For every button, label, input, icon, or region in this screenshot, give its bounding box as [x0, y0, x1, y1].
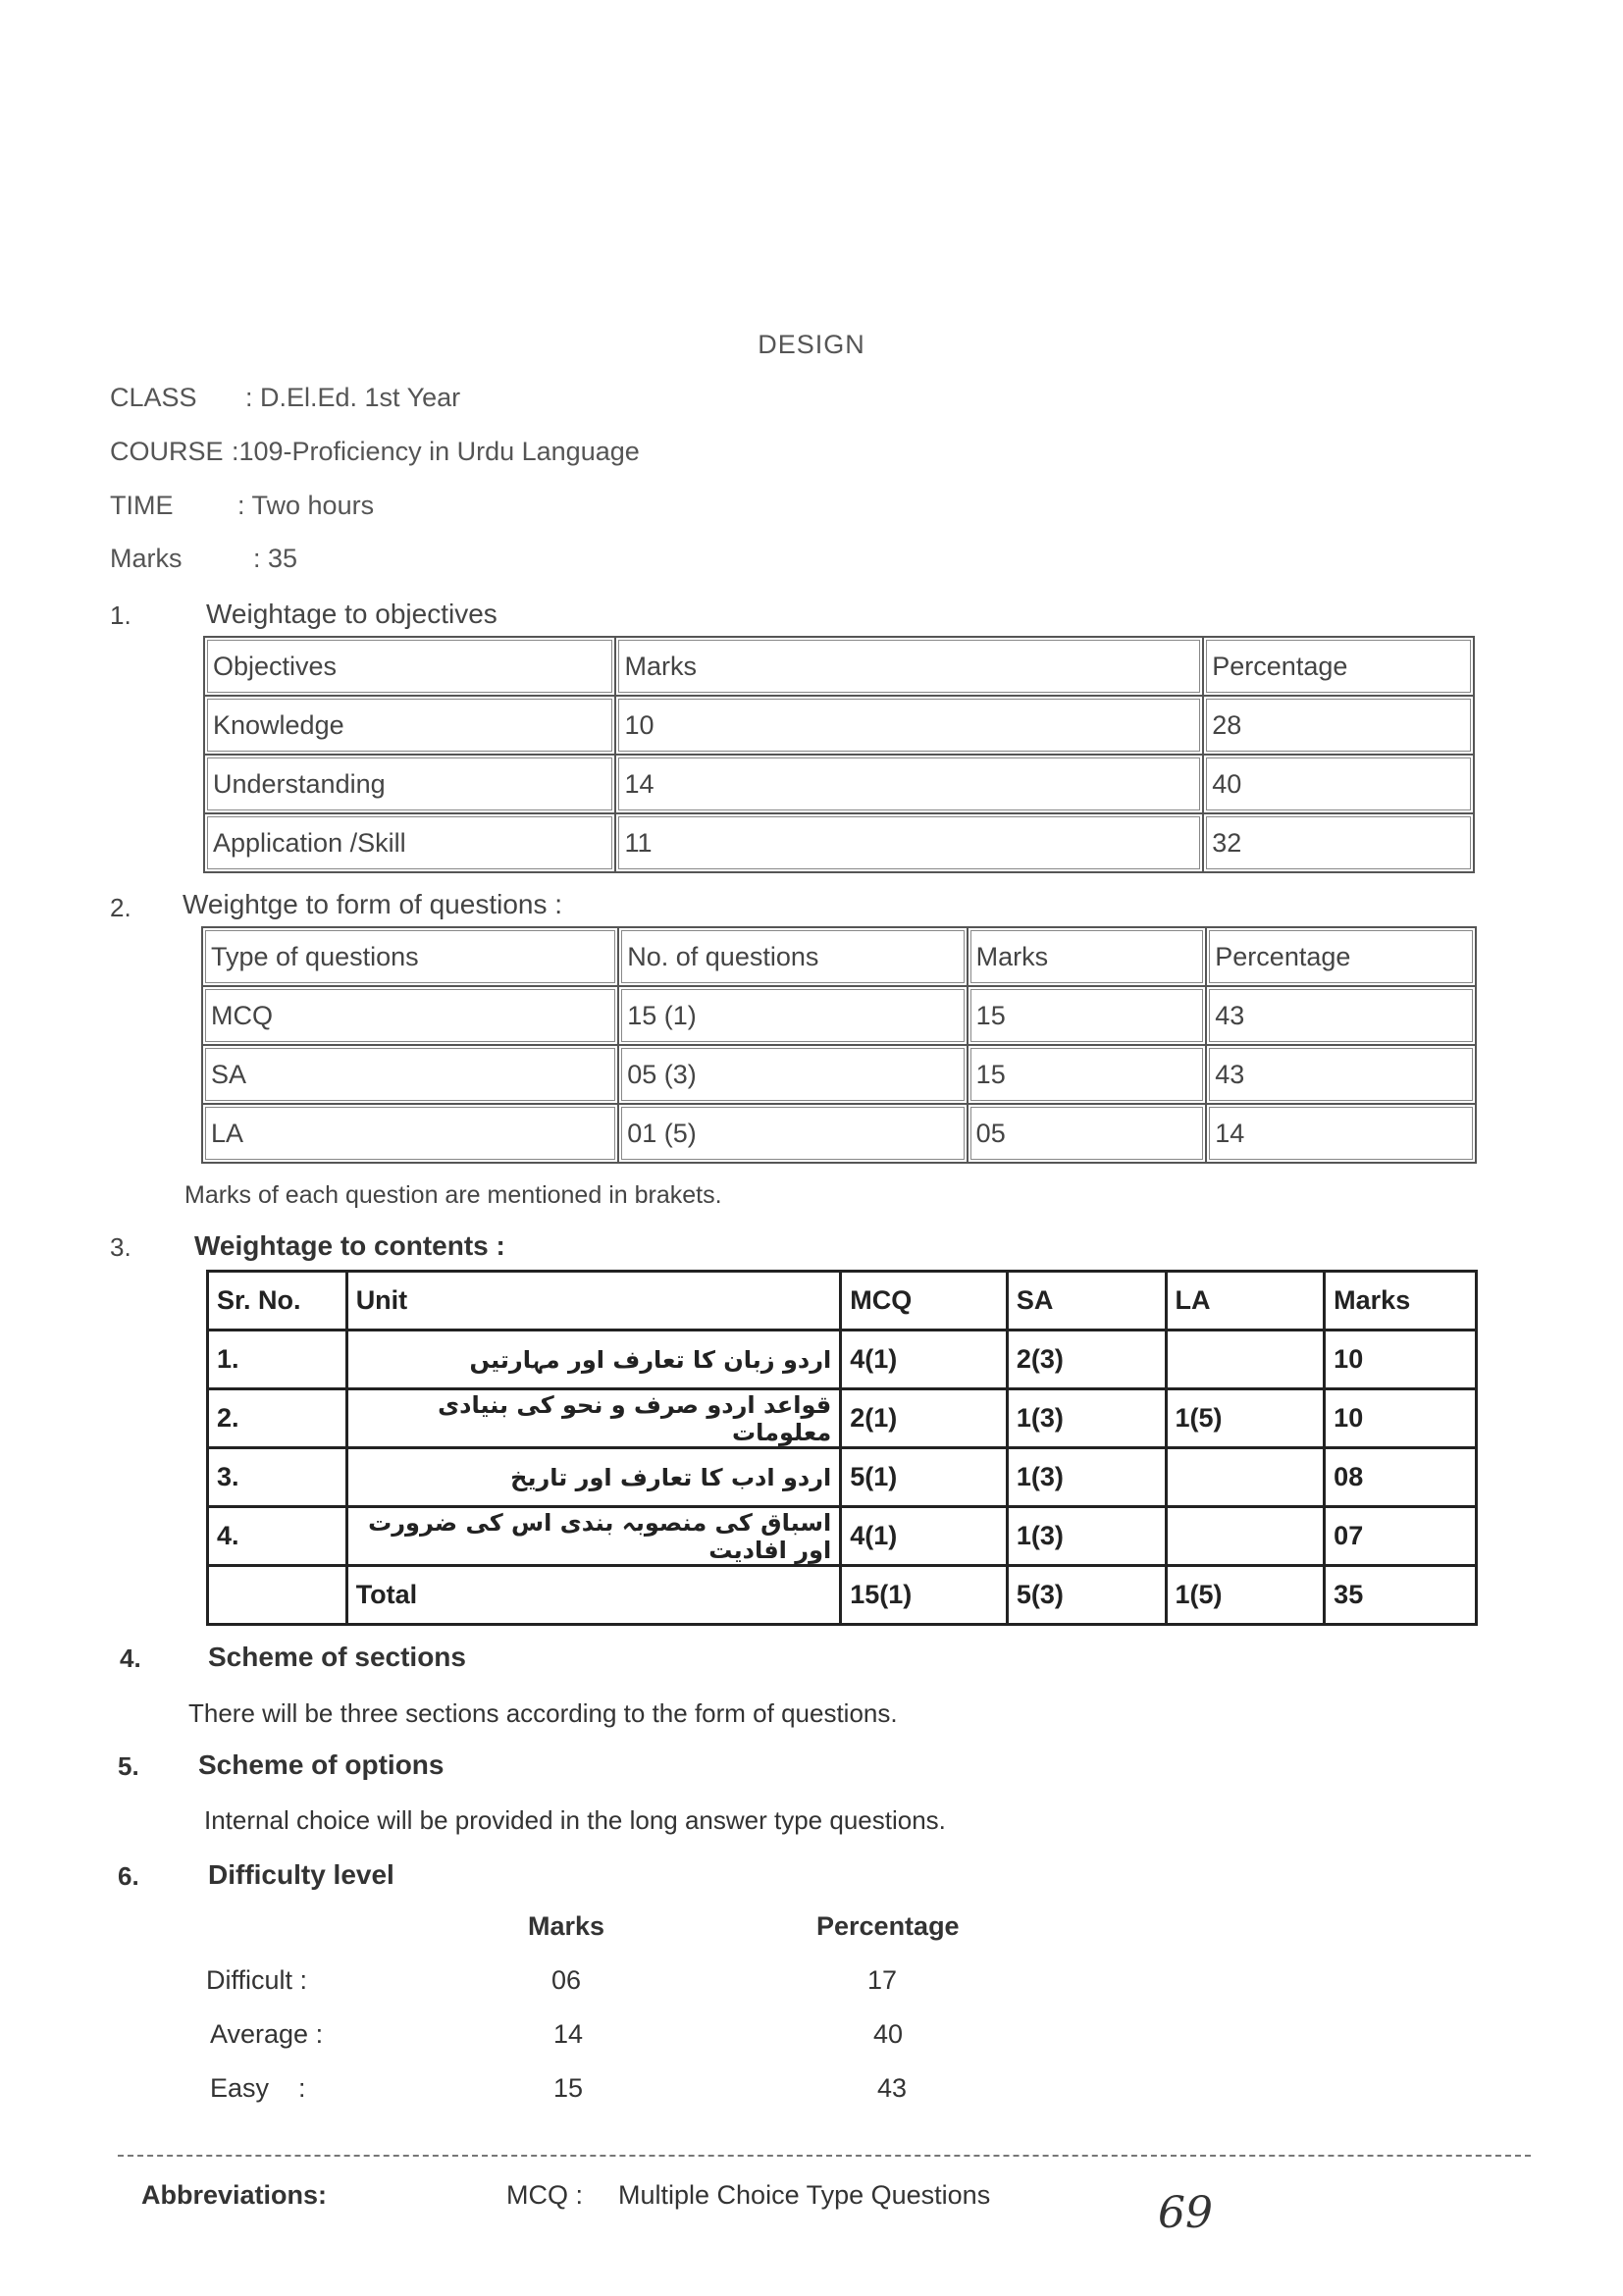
section6-title: Difficulty level	[208, 1859, 394, 1890]
meta-course-value: :109-Proficiency in Urdu Language	[232, 437, 640, 466]
table-cell: 40	[1203, 755, 1474, 813]
table-cell: Understanding	[204, 755, 615, 813]
header-cell: No. of questions	[618, 927, 967, 986]
table-row	[204, 813, 1474, 872]
question-form-table	[201, 926, 1477, 1164]
table-row	[208, 1272, 1477, 1331]
table-cell: 4(1)	[841, 1507, 1008, 1566]
table-cell: SA	[202, 1045, 618, 1104]
table-cell: 4(1)	[841, 1331, 1008, 1389]
abbreviation-key: MCQ :	[506, 2180, 583, 2210]
table-cell: 14	[615, 755, 1203, 813]
meta-marks-label: Marks	[110, 544, 183, 573]
section5-title: Scheme of options	[198, 1749, 445, 1780]
table-cell: 1.	[208, 1331, 347, 1389]
table-cell: MCQ	[202, 986, 618, 1045]
table-cell: 43	[1206, 986, 1476, 1045]
table-row	[208, 1331, 1477, 1389]
table-cell: 10	[1325, 1331, 1477, 1389]
difficulty-marks: 14	[553, 2019, 584, 2049]
table-cell: 14	[1206, 1104, 1476, 1163]
table-cell: 32	[1203, 813, 1474, 872]
table-cell	[1166, 1507, 1325, 1566]
table-cell: 35	[1325, 1566, 1477, 1625]
page-title: DESIGN	[758, 330, 865, 359]
table-row	[208, 1389, 1477, 1448]
unit-cell: اسباق کی منصوبہ بندی اس کی ضرورت اور افادیت	[346, 1507, 841, 1566]
header-cell: Objectives	[204, 637, 615, 696]
table-cell: 43	[1206, 1045, 1476, 1104]
difficulty-percentage: 43	[877, 2073, 908, 2103]
difficulty-percentage: 40	[873, 2019, 904, 2049]
section2-number: 2.	[110, 893, 131, 922]
table-cell: 07	[1325, 1507, 1477, 1566]
section1-number: 1.	[110, 600, 131, 630]
table-cell: 4.	[208, 1507, 347, 1566]
meta-time-label: TIME	[110, 491, 174, 520]
difficulty-label: Easy :	[210, 2073, 306, 2103]
difficulty-percentage: 17	[867, 1965, 898, 1995]
section5-text: Internal choice will be provided in the long answer type questions.	[204, 1805, 946, 1835]
difficulty-col-percentage: Percentage	[816, 1911, 960, 1941]
table-cell: 28	[1203, 696, 1474, 755]
table-cell: 2.	[208, 1389, 347, 1448]
meta-marks-value: : 35	[253, 544, 298, 573]
header-cell: Unit	[346, 1272, 841, 1331]
table-cell: 11	[615, 813, 1203, 872]
header-cell: Percentage	[1203, 637, 1474, 696]
table-cell: 1(5)	[1166, 1389, 1325, 1448]
section6-number: 6.	[118, 1861, 139, 1891]
section3-title: Weightage to contents :	[194, 1230, 505, 1261]
meta-class-label: CLASS	[110, 383, 197, 412]
unit-cell: قواعد اردو صرف و نحو کی بنیادی معلومات	[346, 1389, 841, 1448]
table-cell: Application /Skill	[204, 813, 615, 872]
header-cell: Marks	[615, 637, 1203, 696]
table-row	[202, 986, 1476, 1045]
meta-course	[110, 437, 895, 476]
table-cell: 1(3)	[1007, 1448, 1166, 1507]
meta-class-value: : D.El.Ed. 1st Year	[245, 383, 461, 412]
table-cell: 08	[1325, 1448, 1477, 1507]
meta-time-value: : Two hours	[237, 491, 375, 520]
table-cell: 1(3)	[1007, 1507, 1166, 1566]
table-cell	[1166, 1448, 1325, 1507]
contents-table	[206, 1270, 1478, 1626]
brackets-note: Marks of each question are mentioned in brakets.	[184, 1181, 722, 1209]
header-cell: SA	[1007, 1272, 1166, 1331]
meta-time	[110, 491, 797, 530]
table-cell: Knowledge	[204, 696, 615, 755]
table-cell	[208, 1566, 347, 1625]
section1-title: Weightage to objectives	[206, 599, 497, 629]
total-row	[208, 1566, 1477, 1625]
section5-number: 5.	[118, 1751, 139, 1781]
section4-number: 4.	[120, 1644, 141, 1673]
difficulty-marks: 15	[553, 2073, 584, 2103]
table-cell: 15(1)	[841, 1566, 1008, 1625]
table-cell: 15	[968, 1045, 1207, 1104]
table-row	[202, 1104, 1476, 1163]
header-cell: Sr. No.	[208, 1272, 347, 1331]
header-cell: MCQ	[841, 1272, 1008, 1331]
section3-number: 3.	[110, 1232, 131, 1262]
table-cell: 01 (5)	[618, 1104, 967, 1163]
table-cell: 2(1)	[841, 1389, 1008, 1448]
section4-text: There will be three sections according to the form of questions.	[188, 1698, 898, 1728]
difficulty-label: Average :	[210, 2019, 324, 2049]
unit-cell: اردو ادب کا تعارف اور تاریخ	[346, 1448, 841, 1507]
table-cell: 5(1)	[841, 1448, 1008, 1507]
table-cell: 10	[615, 696, 1203, 755]
table-row	[208, 1507, 1477, 1566]
unit-cell: اردو زبان کا تعارف اور مہارتیں	[346, 1331, 841, 1389]
header-cell: Marks	[1325, 1272, 1477, 1331]
table-cell: 3.	[208, 1448, 347, 1507]
table-cell: 1(3)	[1007, 1389, 1166, 1448]
table-row	[202, 927, 1476, 986]
table-row	[202, 1045, 1476, 1104]
table-cell: 15	[968, 986, 1207, 1045]
difficulty-col-marks: Marks	[528, 1911, 605, 1941]
table-row	[204, 696, 1474, 755]
meta-course-label: COURSE	[110, 437, 224, 466]
meta-marks	[110, 544, 797, 583]
table-cell: LA	[202, 1104, 618, 1163]
table-cell: 1(5)	[1166, 1566, 1325, 1625]
table-cell: 10	[1325, 1389, 1477, 1448]
section2-title: Weightge to form of questions :	[183, 889, 563, 919]
table-cell	[1166, 1331, 1325, 1389]
header-cell: Type of questions	[202, 927, 618, 986]
objectives-table	[203, 636, 1475, 873]
abbreviation-value: Multiple Choice Type Questions	[618, 2180, 991, 2210]
section4-title: Scheme of sections	[208, 1642, 466, 1672]
table-cell: 5(3)	[1007, 1566, 1166, 1625]
table-cell: 05	[968, 1104, 1207, 1163]
difficulty-marks: 06	[551, 1965, 582, 1995]
difficulty-label: Difficult :	[206, 1965, 308, 1995]
table-row	[204, 755, 1474, 813]
header-cell: Marks	[968, 927, 1207, 986]
footer-divider	[118, 2155, 1531, 2157]
abbreviations-label: Abbreviations:	[141, 2180, 328, 2210]
total-label: Total	[346, 1566, 841, 1625]
table-cell: 15 (1)	[618, 986, 967, 1045]
page-number-handwritten: 69	[1158, 2188, 1213, 2238]
table-row	[204, 637, 1474, 696]
table-row	[208, 1448, 1477, 1507]
meta-class	[110, 383, 797, 422]
table-cell: 05 (3)	[618, 1045, 967, 1104]
header-cell: LA	[1166, 1272, 1325, 1331]
header-cell: Percentage	[1206, 927, 1476, 986]
table-cell: 2(3)	[1007, 1331, 1166, 1389]
